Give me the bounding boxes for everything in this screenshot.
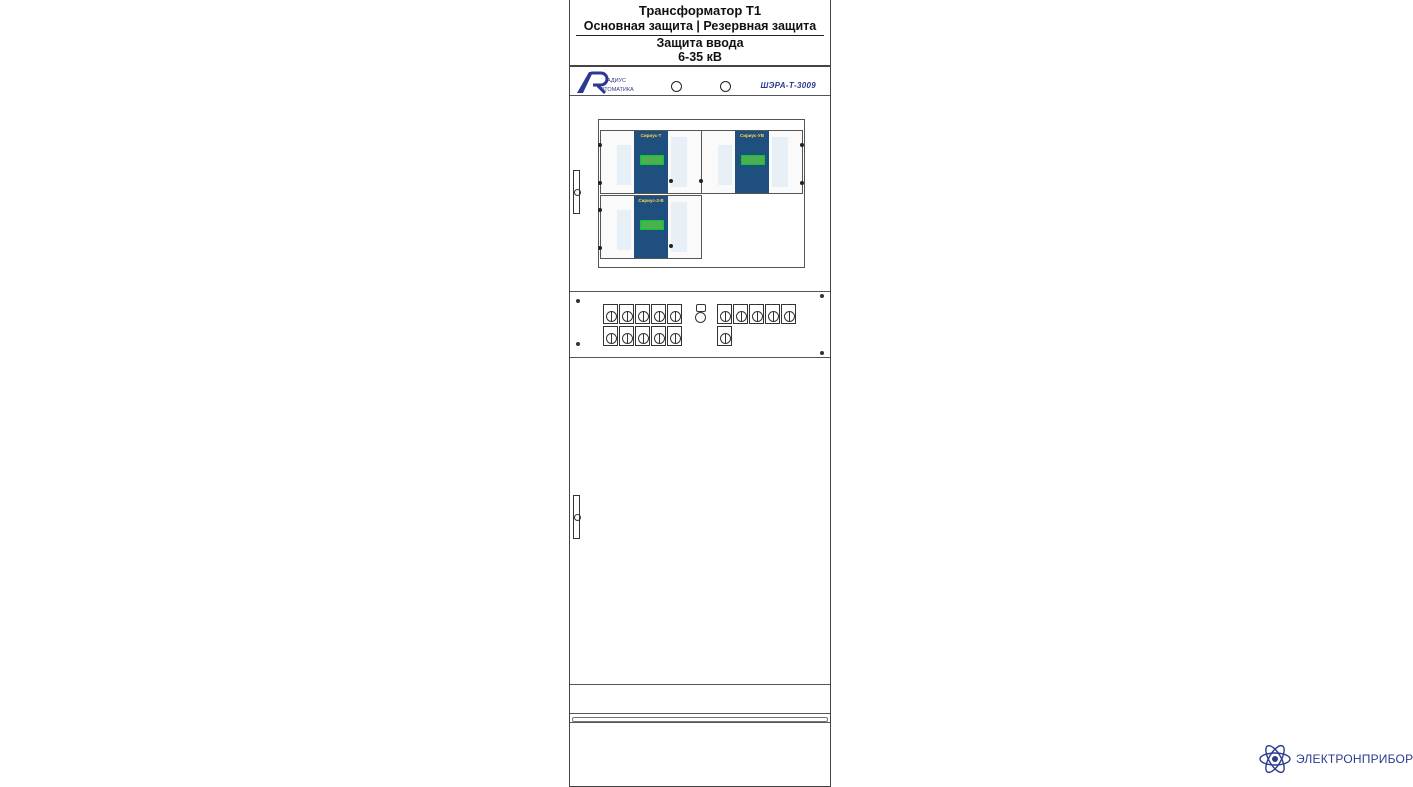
relay-face [634, 196, 668, 258]
relay-sirius-uv [701, 130, 803, 194]
plate-line-protection: Основная защита | Резервная защита [583, 19, 817, 33]
test-switch[interactable] [635, 326, 650, 346]
test-switch[interactable] [603, 326, 618, 346]
svg-text:ВТОМАТИКА: ВТОМАТИКА [601, 87, 634, 93]
test-switch[interactable] [603, 304, 618, 324]
test-switch[interactable] [651, 304, 666, 324]
divider-plinth [570, 722, 830, 723]
indicator-lamp-1 [671, 81, 682, 92]
test-switch[interactable] [635, 304, 650, 324]
test-switch[interactable] [717, 304, 732, 324]
test-switch[interactable] [667, 304, 682, 324]
divider-top [570, 95, 830, 96]
plate-line-title: Трансформатор Т1 [638, 3, 762, 18]
indicator-lamp-2 [720, 81, 731, 92]
relay-name: Сириус-2-В [638, 198, 664, 203]
label-plate [569, 0, 831, 66]
switch-panel [570, 291, 830, 357]
radius-logo-icon [575, 69, 635, 95]
relay-face [634, 131, 668, 193]
test-switch[interactable] [667, 326, 682, 346]
test-switch[interactable] [781, 304, 796, 324]
relay-lcd [640, 155, 664, 165]
door-handle-lower[interactable] [573, 495, 580, 539]
key-switch[interactable] [695, 304, 705, 324]
relay-lcd [741, 155, 765, 165]
relay-name: Сириус-Т [640, 133, 662, 138]
relay-sirius-2v [600, 195, 702, 259]
test-switch[interactable] [717, 326, 732, 346]
relay-sirius-t [600, 130, 702, 194]
relay-face [735, 131, 769, 193]
divider-bottom-door [570, 684, 830, 685]
divider-switch [570, 357, 830, 358]
relay-name: Сириус-УВ [740, 133, 764, 138]
test-switch[interactable] [749, 304, 764, 324]
plate-line-voltage: 6-35 кВ [678, 50, 722, 64]
test-switch[interactable] [733, 304, 748, 324]
divider-plinth-top [570, 713, 830, 714]
test-switch[interactable] [619, 304, 634, 324]
test-switch[interactable] [651, 326, 666, 346]
plate-line-input: Защита ввода [656, 36, 744, 50]
brand-logo [1258, 742, 1413, 778]
atom-icon [1258, 742, 1292, 776]
svg-text:АДИУС: АДИУС [607, 78, 626, 84]
relay-lcd [640, 220, 664, 230]
door-handle-upper[interactable] [573, 170, 580, 214]
cabinet-model: ШЭРА-Т-3009 [760, 81, 816, 90]
cabinet [569, 66, 831, 787]
relay-frame [598, 119, 805, 268]
brand-name: ЭЛЕКТРОНПРИБОР [1296, 752, 1413, 766]
logo-strip [570, 67, 830, 96]
test-switch[interactable] [619, 326, 634, 346]
test-switch[interactable] [765, 304, 780, 324]
